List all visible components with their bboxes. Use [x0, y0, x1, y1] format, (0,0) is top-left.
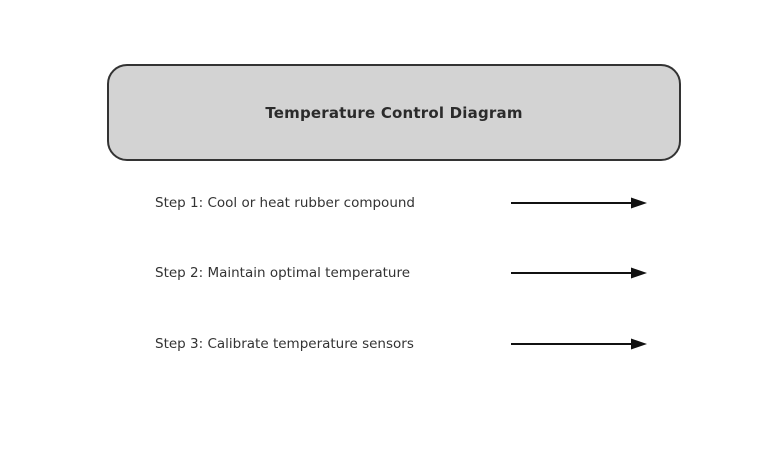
step-row-2 — [0, 263, 768, 283]
diagram-title: Temperature Control Diagram — [265, 103, 523, 122]
step-1-label: Step 1: Cool or heat rubber compound — [155, 195, 416, 211]
arrow-right-icon — [511, 196, 647, 210]
arrow-right-icon — [511, 337, 647, 351]
step-row-1 — [0, 193, 768, 213]
title-box — [107, 64, 681, 161]
step-row-3 — [0, 334, 768, 354]
arrow-right-icon — [511, 266, 647, 280]
step-3-label: Step 3: Calibrate temperature sensors — [155, 336, 414, 352]
step-2-label: Step 2: Maintain optimal temperature — [155, 265, 411, 281]
